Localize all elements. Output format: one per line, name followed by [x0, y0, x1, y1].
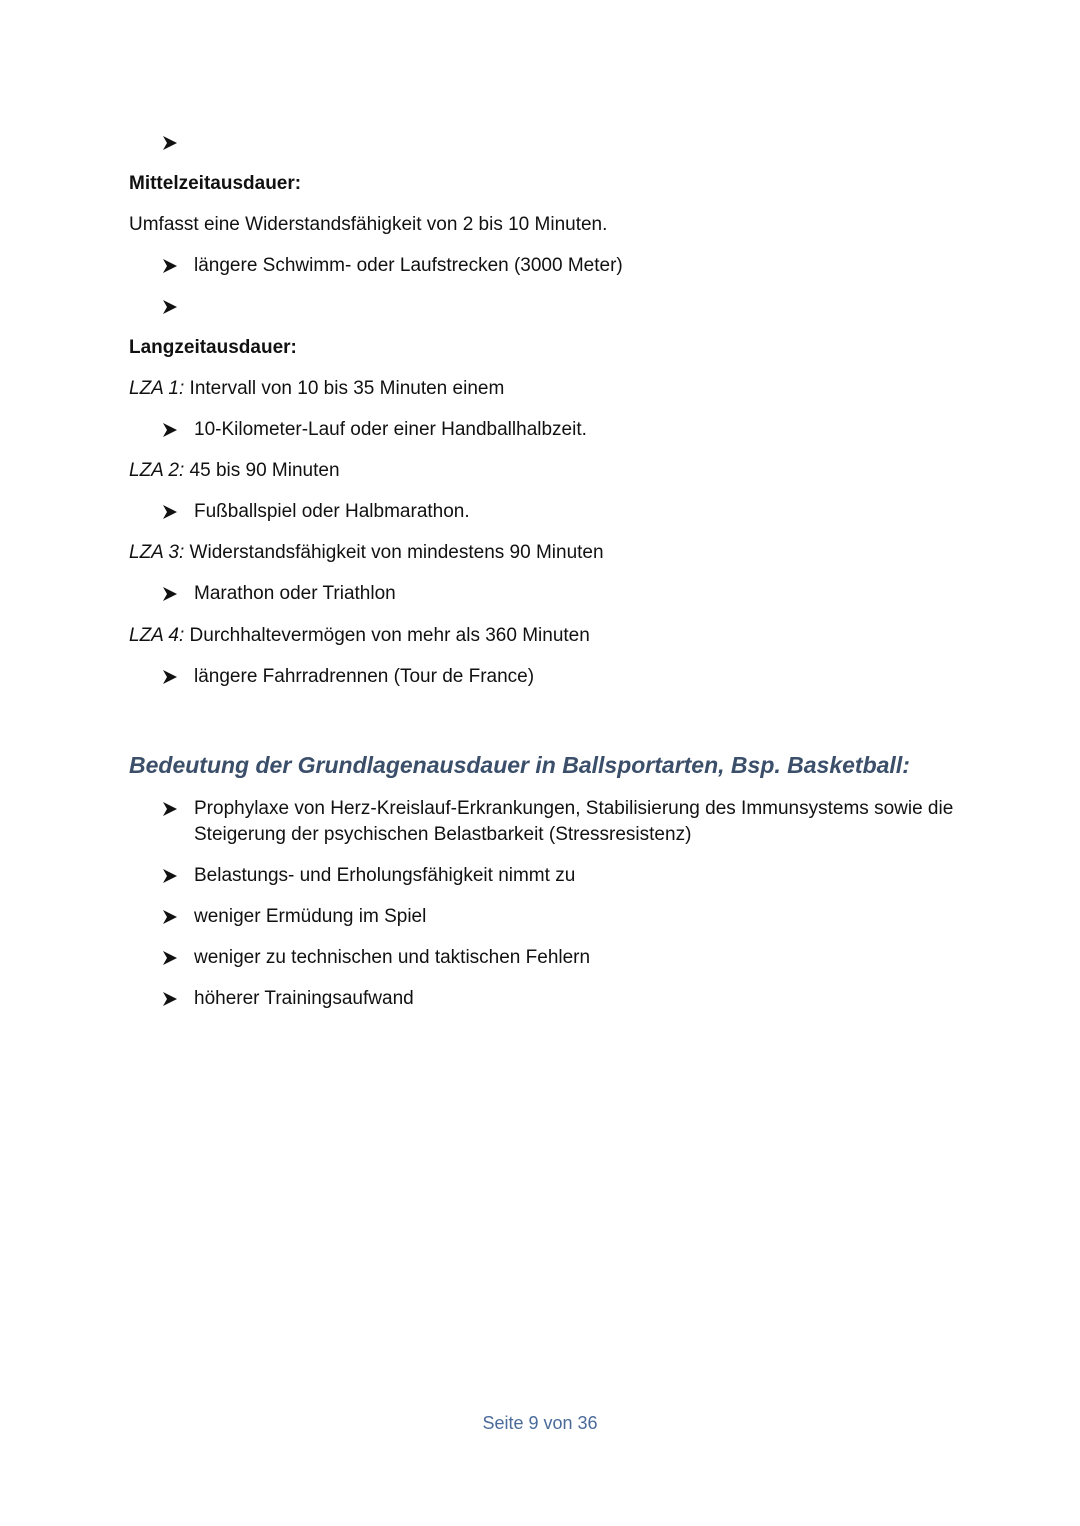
arrow-bullet-icon — [162, 586, 178, 602]
lza-text: 45 bis 90 Minuten — [184, 460, 340, 481]
langzeit-heading: Langzeitausdauer: — [129, 337, 297, 358]
lza4-line — [129, 623, 590, 649]
lza-label: LZA 3: — [129, 542, 185, 563]
lza-text: Durchhaltevermögen von mehr als 360 Minuten — [184, 625, 590, 646]
arrow-bullet-icon — [162, 299, 178, 315]
lza-text: Widerstandsfähigkeit von mindestens 90 Minuten — [184, 542, 604, 563]
arrow-bullet-icon — [162, 135, 178, 151]
bedeutung-heading: Bedeutung der Grundlagenausdauer in Ballsportarten, Bsp. Basketball: — [129, 752, 910, 778]
lza-label: LZA 4: — [129, 625, 185, 646]
arrow-bullet-icon — [162, 909, 178, 925]
lza2-line — [129, 458, 340, 484]
arrow-bullet-icon — [162, 669, 178, 685]
document-page: Mittelzeitausdauer: Umfasst eine Widerstandsfähigkeit von 2 bis 10 Minuten. längere Schwimm- oder Laufstrecken (3000 Meter) Langzeitausdauer: LZA 1: Intervall von 10 bis 35 Minuten einem 10-Kilometer-Lauf oder einer Handballhalbzeit. LZA 2: 45 bis 90 Minuten Fußballspiel oder Halbmarathon. LZA 3: Widerstandsfähigkeit von mindestens 90 Minuten Marathon oder Triathlon LZA 4: Durchhaltevermögen von mehr als 360 Minuten längere Fahrradrennen (Tour de France) Bedeutung der Grundlagenausdauer in Ballsportarten, Bsp. Basketball: Prophylaxe von Herz-Kreislauf-Erkrankungen, Stabilisierung des Immunsystems sowie die Steigerung der psychischen Belastbarkeit (Stressresistenz) Belastungs- und Erholungsfähigkeit nimmt zu weniger Ermüdung im Spiel weniger zu technischen und taktischen Fehlern höherer Trainingsaufwand Seite 9 von 36 — [0, 0, 1080, 1526]
arrow-bullet-icon — [162, 258, 178, 274]
mittelzeit-description: Umfasst eine Widerstandsfähigkeit von 2 bis 10 Minuten. — [129, 214, 608, 235]
lza-label: LZA 1: — [129, 378, 185, 399]
arrow-bullet-icon — [162, 504, 178, 520]
arrow-bullet-icon — [162, 801, 178, 817]
lza-text: Intervall von 10 bis 35 Minuten einem — [184, 378, 505, 399]
lza3-line — [129, 540, 604, 566]
lza1-line — [129, 376, 504, 402]
mittelzeit-heading: Mittelzeitausdauer: — [129, 173, 302, 194]
lza-label: LZA 2: — [129, 460, 185, 481]
page-number: Seite 9 von 36 — [482, 1413, 598, 1433]
arrow-bullet-icon — [162, 868, 178, 884]
arrow-bullet-icon — [162, 422, 178, 438]
arrow-bullet-icon — [162, 950, 178, 966]
arrow-bullet-icon — [162, 991, 178, 1007]
